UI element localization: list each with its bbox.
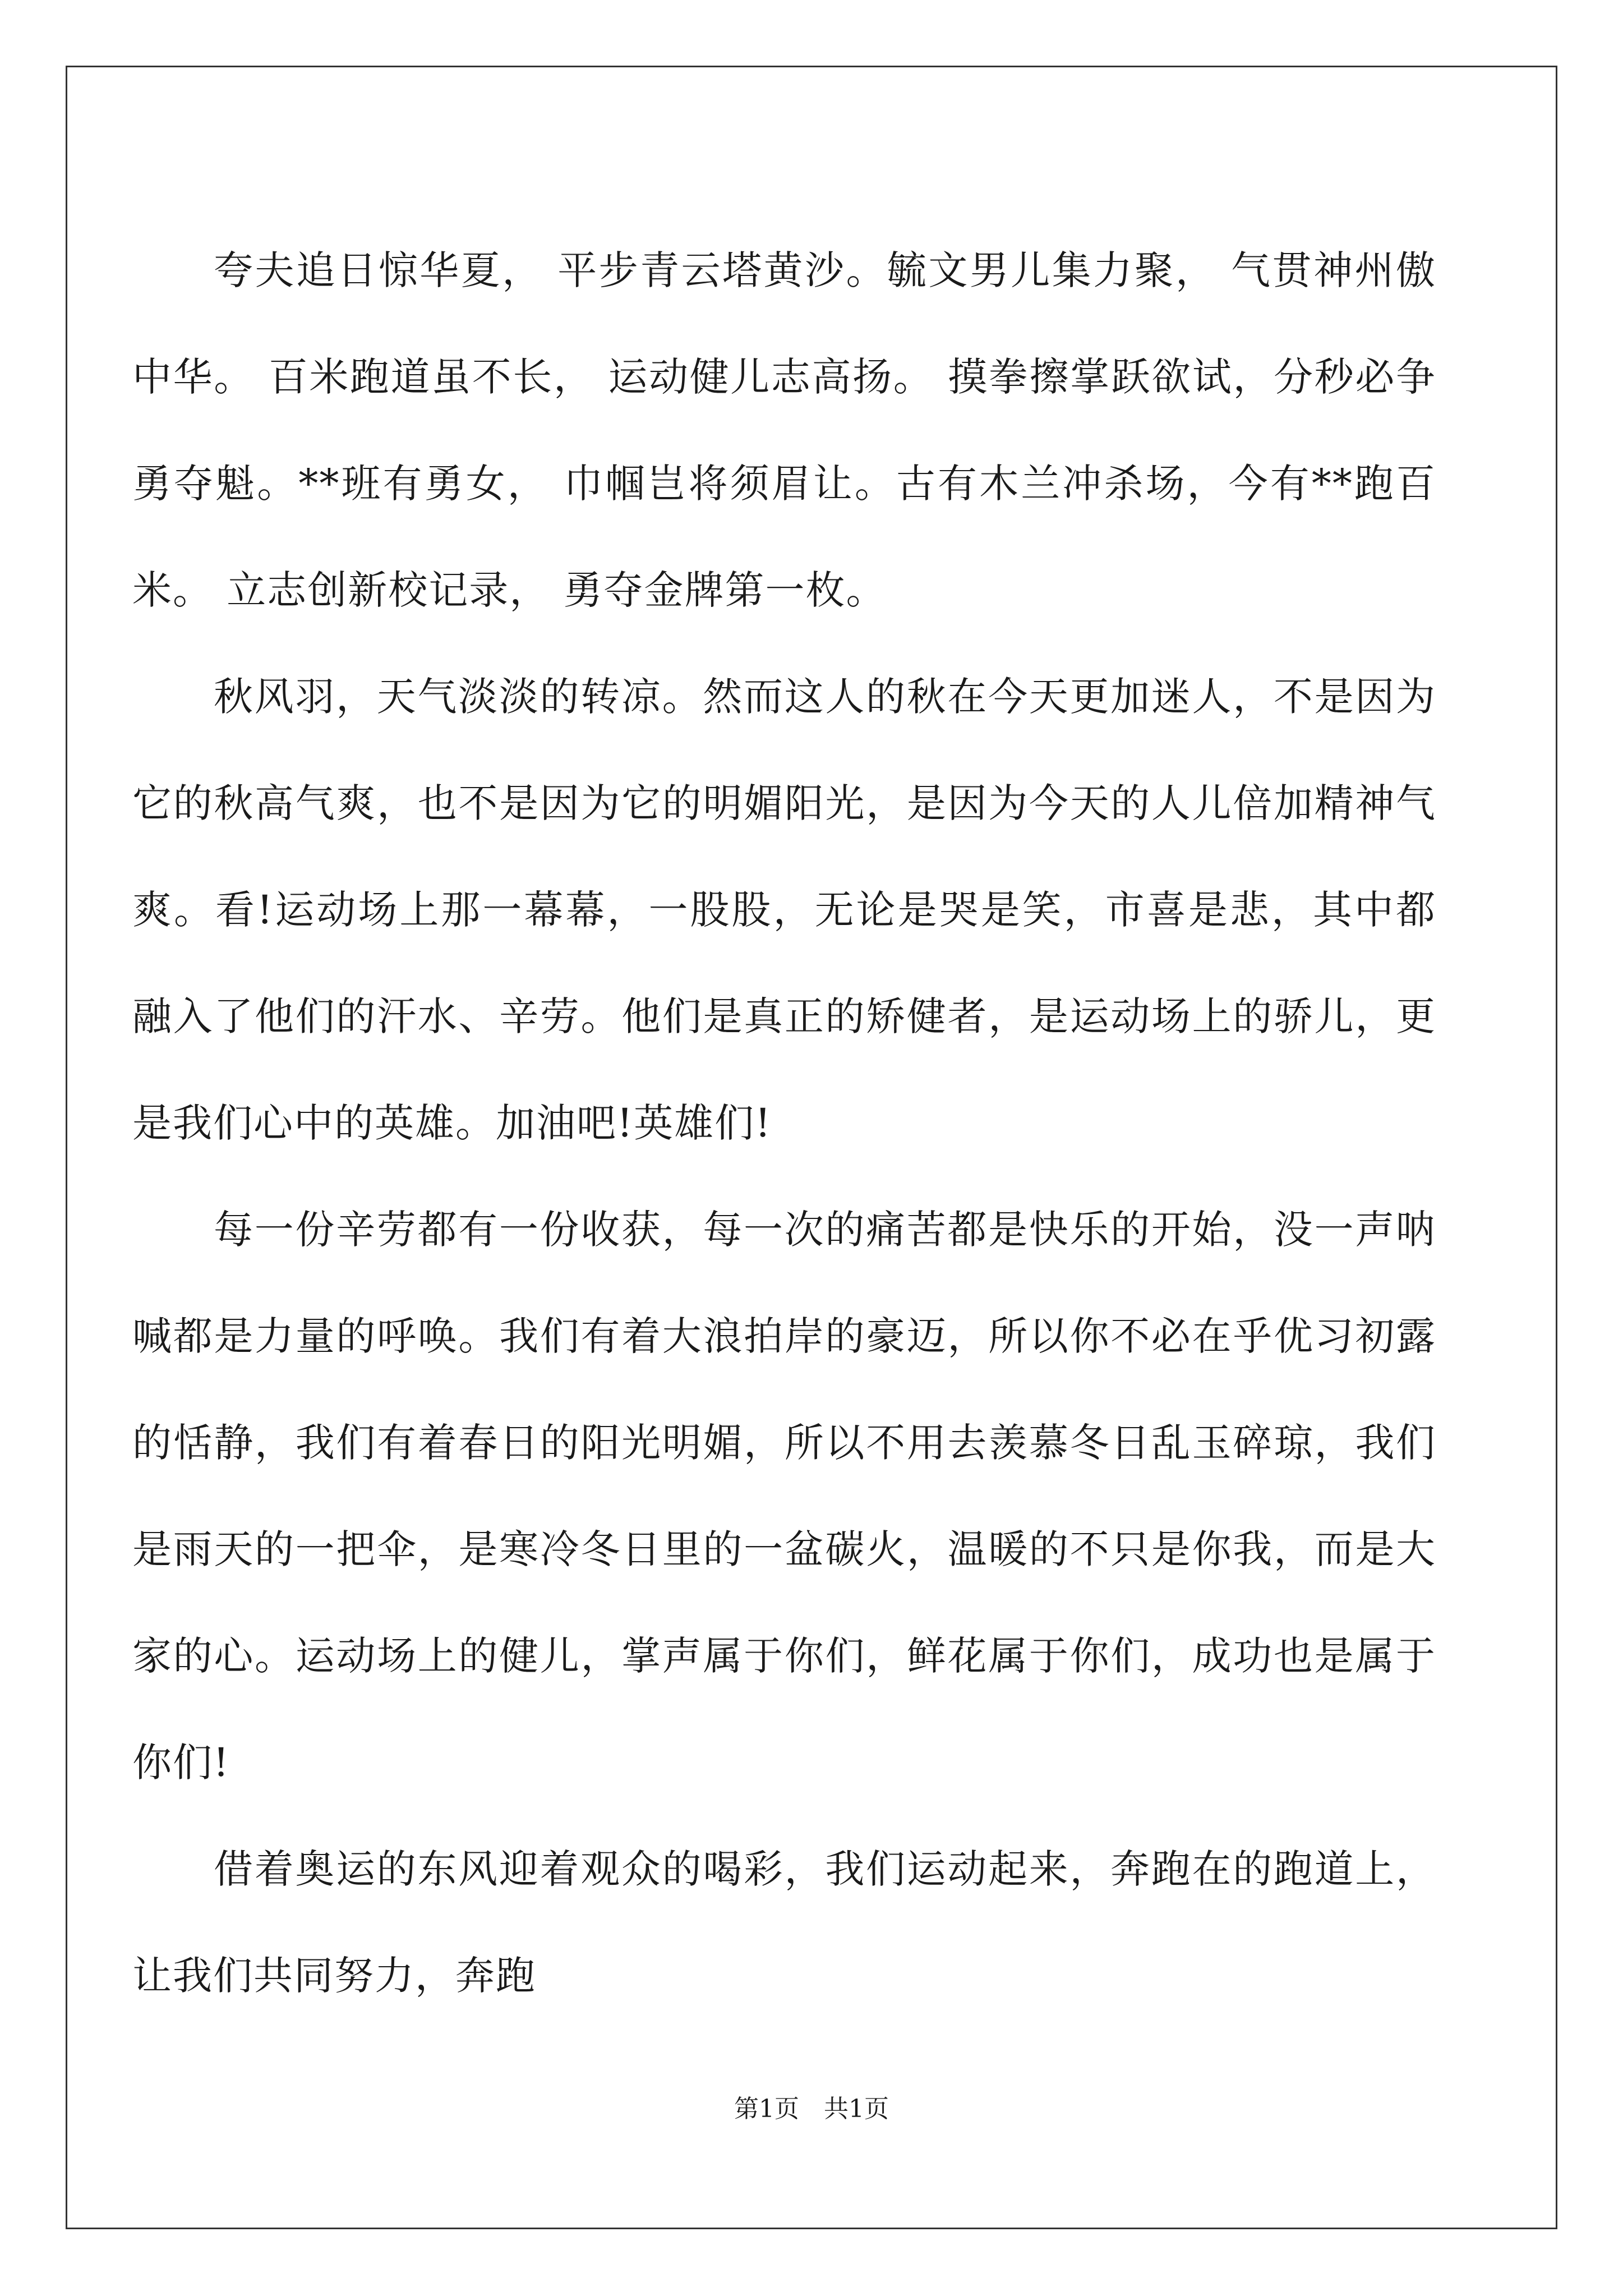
page-total: 共1页 [824,2095,889,2123]
page-number: 第1页 [734,2095,799,2123]
paragraph-2: 秋风羽，天气淡淡的转凉。然而这人的秋在今天更加迷人，不是因为它的秋高气爽，也不是因为它的明媚阳光，是因为今天的人儿倍加精神气爽。看!运动场上那一幕幕，一股股，无论是哭是笑，市喜是悲，其中都融入了他们的汗水、辛劳。他们是真正的矫健者，是运动场上的骄儿，更是我们心中的英雄。加油吧!英雄们! [132,674,1436,1146]
document-body [132,217,1436,2029]
paragraph-1: 夸夫追日惊华夏， 平步青云塔黄沙。毓文男儿集力聚， 气贯神州傲中华。 百米跑道虽不长， 运动健儿志高扬。 摸拳擦掌跃欲试，分秒必争勇夺魁。**班有勇女， 巾帼岂将须眉让。古有木兰冲杀场，今有**跑百米。 立志创新校记录， 勇夺金牌第一枚。 [132,247,1436,613]
page-footer [0,2092,1623,2126]
paragraph-3: 每一份辛劳都有一份收获，每一次的痛苦都是快乐的开始，没一声呐喊都是力量的呼唤。我们有着大浪拍岸的豪迈，所以你不必在乎优习初露的恬静，我们有着春日的阳光明媚，所以不用去羡慕冬日乱玉碎琼，我们是雨天的一把伞，是寒冷冬日里的一盆碳火，温暖的不只是你我，而是大家的心。运动场上的健儿，掌声属于你们，鲜花属于你们，成功也是属于你们! [132,1207,1436,1786]
paragraph-4: 借着奥运的东风迎着观众的喝彩，我们运动起来，奔跑在的跑道上，让我们共同努力，奔跑 [132,1846,1436,1999]
